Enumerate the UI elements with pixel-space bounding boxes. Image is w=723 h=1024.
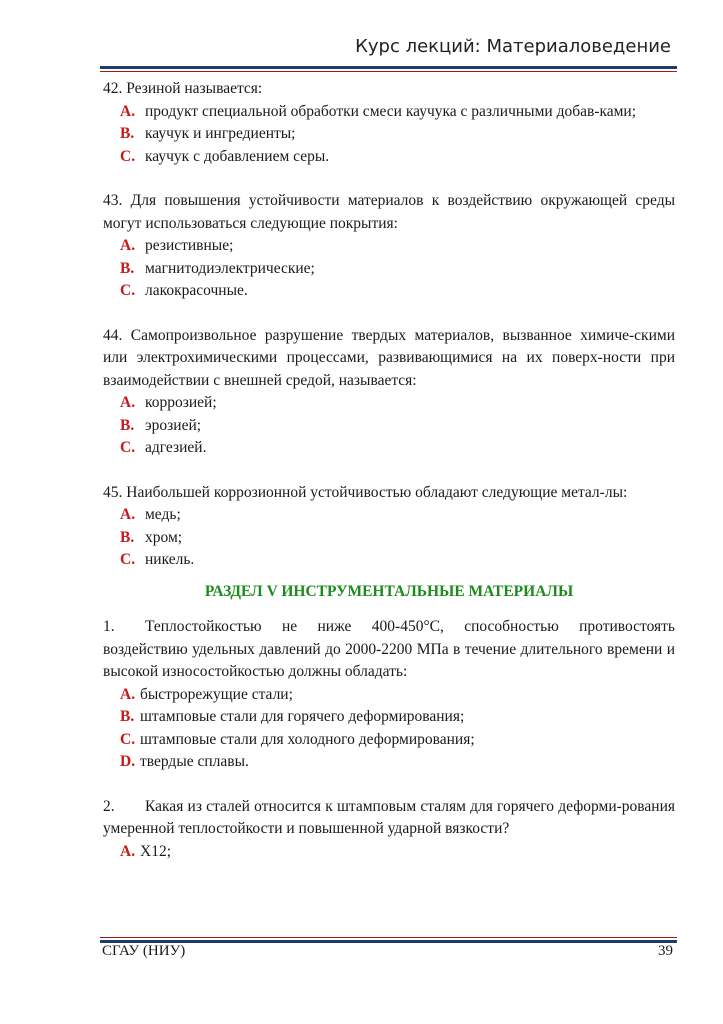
option-letter: A. [120, 842, 136, 860]
option-text: штамповые стали для холодного деформирования; [140, 730, 475, 748]
option-letter: B. [120, 125, 135, 142]
answer-option [120, 280, 675, 303]
answer-option [120, 235, 675, 258]
question-body: Теплостойкостью не ниже 400-450°С, способностью противостоять воздействию удельных давлений до 2000-2200 МПа в течение длительного времени и высокой износостойкостью должны обладать: [103, 618, 675, 680]
option-letter: C. [120, 282, 136, 299]
answer-option [120, 258, 675, 281]
option-text: быстрорежущие стали; [140, 685, 293, 703]
answer-option [120, 415, 675, 438]
answer-option [120, 549, 675, 572]
option-letter: C. [120, 551, 136, 568]
question-number: 2. [103, 797, 115, 815]
answer-options [120, 684, 675, 774]
section-question-1 [103, 616, 675, 774]
answer-option [120, 527, 675, 550]
answer-options [120, 504, 675, 572]
option-text: Х12; [140, 842, 171, 860]
spacer [103, 303, 675, 325]
answer-option [120, 841, 675, 864]
question-44 [103, 325, 675, 460]
option-text: лакокрасочные. [145, 282, 248, 299]
answer-option [120, 392, 675, 415]
footer-rule-red [100, 937, 677, 938]
answer-option [120, 684, 675, 707]
answer-option [120, 729, 675, 752]
option-letter: A. [120, 506, 136, 523]
spacer [103, 460, 675, 482]
option-text: резистивные; [145, 237, 234, 254]
option-letter: C. [120, 730, 136, 748]
option-letter: A. [120, 237, 136, 254]
footer-institution: СГАУ (НИУ) [102, 943, 186, 959]
spacer [103, 168, 675, 190]
option-text: адгезией. [145, 439, 207, 456]
option-text: каучук с добавлением серы. [145, 147, 330, 165]
answer-option [120, 706, 675, 729]
question-text: 45. Наибольшей коррозионной устойчивостью обладают следующие метал-лы: [103, 483, 628, 501]
answer-option [120, 504, 675, 527]
option-text: эрозией; [145, 416, 202, 434]
option-letter: B. [120, 416, 135, 434]
answer-option [120, 437, 675, 460]
option-text: никель. [145, 551, 195, 568]
option-text: твердые сплавы. [140, 753, 249, 770]
question-42 [103, 78, 675, 168]
question-45 [103, 482, 675, 572]
question-text: 42. Резиной называется: [103, 80, 263, 97]
answer-option [120, 146, 675, 169]
question-43 [103, 190, 675, 303]
question-text [103, 796, 675, 841]
option-text: коррозией; [145, 394, 217, 411]
option-text: медь; [145, 506, 181, 523]
answer-options [120, 235, 675, 303]
answer-option [120, 101, 675, 124]
question-text [103, 616, 675, 684]
option-text: продукт специальной обработки смеси каучука с различными добав-ками; [145, 102, 637, 120]
answer-options [120, 841, 675, 864]
option-letter: A. [120, 102, 136, 120]
question-body: Какая из сталей относится к штамповым сталям для горячего деформи-рования умеренной теплостойкости и повышенной ударной вязкости? [103, 797, 675, 837]
option-letter: C. [120, 147, 136, 165]
answer-options [120, 392, 675, 460]
answer-option [120, 751, 675, 774]
header-rule-red [100, 71, 677, 72]
option-letter: D. [120, 753, 136, 770]
option-letter: A. [120, 685, 136, 703]
option-letter: B. [120, 528, 135, 546]
question-number: 1. [103, 618, 115, 635]
page-header-title: Курс лекций: Материаловедение [355, 36, 671, 57]
option-text: каучук и ингредиенты; [145, 125, 296, 142]
option-letter: A. [120, 394, 136, 411]
page-content [103, 78, 675, 863]
section-question-2 [103, 796, 675, 864]
option-text: магнитодиэлектрические; [145, 259, 315, 277]
spacer [103, 774, 675, 796]
header-rule-navy [100, 66, 677, 69]
option-text: штамповые стали для горячего деформирования; [140, 708, 465, 725]
answer-options [120, 101, 675, 169]
question-text: 44. Самопроизвольное разрушение твердых материалов, вызванное химиче-скими или электрохимическими процессами, развивающимися на их поверх-ности при взаимодействии с внешней средой, называется: [103, 326, 675, 389]
section-heading: РАЗДЕЛ V ИНСТРУМЕНТАЛЬНЫЕ МАТЕРИАЛЫ [204, 582, 574, 600]
option-letter: C. [120, 439, 136, 456]
option-letter: B. [120, 259, 135, 277]
option-text: хром; [145, 528, 183, 546]
answer-option [120, 123, 675, 146]
option-letter: B. [120, 708, 135, 725]
question-text: 43. Для повышения устойчивости материалов к воздействию окружающей среды могут использоваться следующие покрытия: [103, 192, 675, 232]
footer-rule-navy [100, 940, 677, 943]
page-number: 39 [658, 943, 673, 959]
